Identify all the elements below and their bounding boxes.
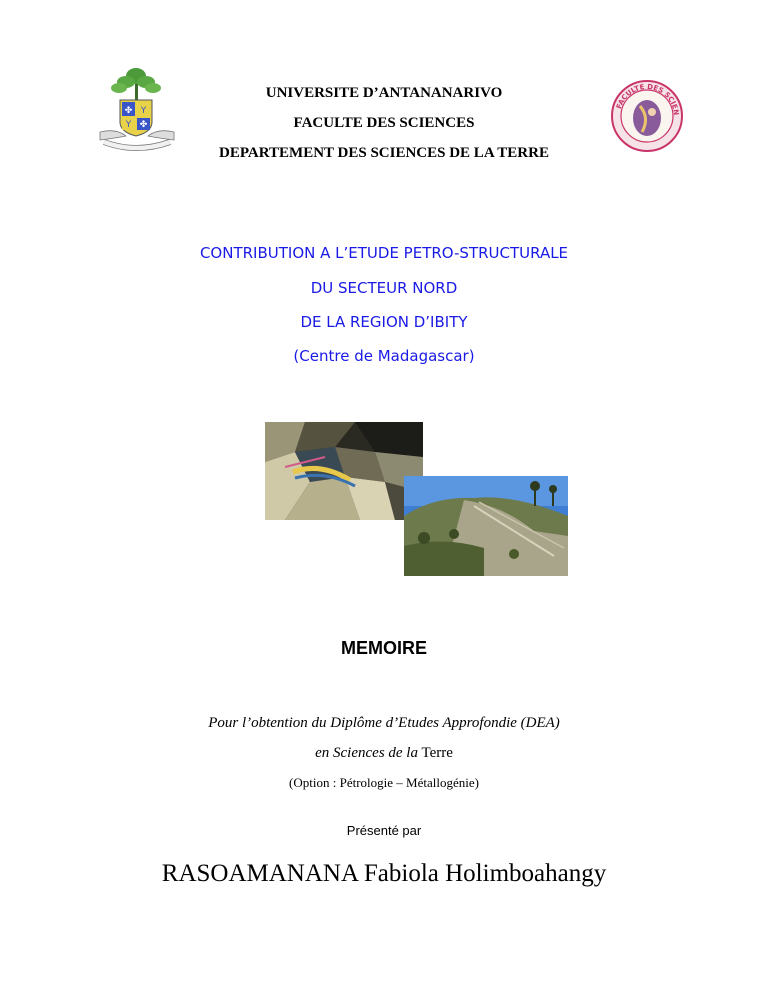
university-emblem [86, 64, 188, 154]
svg-text:✤: ✤ [139, 120, 148, 130]
purpose-line-2 [0, 745, 768, 762]
seal-text: FACULTE DES SCIEN [615, 82, 681, 116]
document-type: MEMOIRE [340, 638, 427, 658]
svg-text:Y: Y [125, 120, 132, 130]
title-line-2: DU SECTEUR NORD [310, 279, 458, 297]
title-line-1: CONTRIBUTION A L’ETUDE PETRO-STRUCTURALE [199, 244, 569, 262]
purpose-line-2-italic: en Sciences de la [315, 745, 418, 761]
svg-text:Y: Y [140, 106, 147, 116]
purpose-line-2-regular: Terre [417, 745, 453, 761]
option-line: (Option : Pétrologie – Métallogénie) [289, 775, 479, 790]
presented-by: Présenté par [346, 823, 422, 838]
thin-section-image [265, 422, 423, 520]
faculty-name: FACULTE DES SCIENCES [293, 115, 475, 131]
svg-text:✤: ✤ [124, 106, 133, 116]
author-name: RASOAMANANA Fabiola Holimboahangy [161, 860, 607, 887]
title-line-4: (Centre de Madagascar) [293, 347, 475, 365]
title-line-3: DE LA REGION D’IBITY [300, 313, 468, 331]
university-name: UNIVERSITE D’ANTANANARIVO [265, 85, 503, 101]
department-name: DEPARTEMENT DES SCIENCES DE LA TERRE [219, 145, 549, 161]
landscape-image [404, 476, 568, 576]
purpose-line-1: Pour l’obtention du Diplôme d’Etudes Approfondie (DEA) [208, 715, 560, 731]
